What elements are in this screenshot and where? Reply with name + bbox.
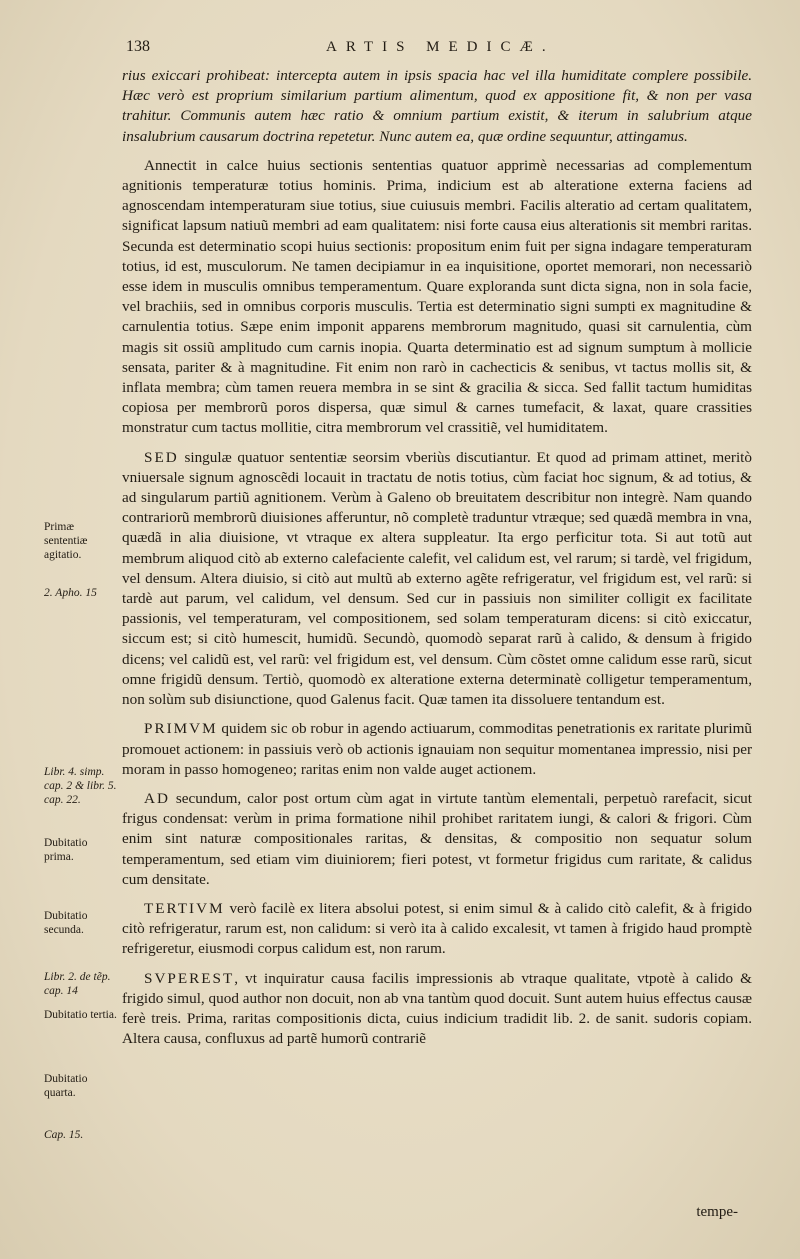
running-title: ARTIS MEDICÆ. [326,39,555,55]
paragraph-lead: SVPEREST [144,969,235,987]
margin-note: Libr. 2. de tẽp. cap. 14 [44,971,111,997]
margin-note: Cap. 15. [44,1129,84,1141]
main-text [122,66,752,1049]
margin-note: Dubitatio prima. [44,837,88,863]
paragraph-lead: AD [144,789,170,807]
paragraph-sed [122,448,752,711]
paragraph-text: secundum, calor post ortum cùm agat in virtute tantùm elementali, perpetuò rarefacit, sicut frigus condensat: verùm in prima formatione nihil prohibet raritatem iungi, & calori & frigori. Cùm enim sint naturæ compositionales raritas, & densitas, & compositio non sequatur solum temperamentum, sed etiam vim diuiniorem; fieri potest, vt formetur frigidus cum raritate, & calidus cum densitate. [122,789,752,888]
page-header [126,38,746,62]
paragraph-primvm [122,719,752,780]
paragraph-text: Annectit in calce huius sectionis sententias quatuor apprimè necessarias ad complementum agnitionis temperaturæ totius hominis. Prima, indicium est ab alteratione externa faciens ad agnoscendam intemperaturam siue totius, siue cuiusuis membri. Facilis alteratio ad certam qualitatem, significat lapsum natiuũ membri ad eam qualitatem: nisi forte causa eius alterationis sit membri raritas. Secunda est determinatio scopi huius sectionis: propositum enim fuit per signa indagare temperaturam totius, id est, musculorum. Ne tamen decipiamur in ea inquisitione, oportet memorari, non necessariò esse idem in musculis omnibus temperamentum. Quare exploranda sunt dicta signa, non in sola facie, vel brachiis, sed in omnibus corporis musculis. Tertia est determinatio signi sumpti ex magnitudine & carnulentia totius. Sæpe enim imponit apparens membrorum magnitudo, quasi sit carnulentia, cùm magis sit ossiũ amplitudo cum carnis inopia. Quarta determinatio est ad signum sumptum à mollicie sensata, pariter & à magnitudine. Fit enim non rarò in cachecticis & senibus, vt tactus mollis sit, & inflata membra; cùm tamen reuera membra in se sint & gracilia & sicca. Sed fallit tactum humiditas copiosa per membrorũ poros dispersa, quæ simul & carnes tumefacit, & laxat, quare crassities monstratur cum tactus mollitie, citra membrorum vel crassitiẽ, vel humiditatem. [122,156,752,437]
paragraph-lead: PRIMVM [144,720,218,738]
paragraph-lead: SED [144,448,179,466]
paragraph-lead: TERTIVM [144,899,225,917]
intro-paragraph: rius exiccari prohibeat: intercepta autem in ipsis spacia hac vel illa humiditate complere possibile. Hæc verò est proprium similarium partium alimentum, quod ex appositione fit, & non per vasa trahitur. Communis autem hæc ratio & omnium partium existit, & iterum in salubrium atque insalubrium causarum doctrina repetetur. Nunc autem ea, quæ ordine sequuntur, attingamus. [122,67,752,145]
paragraph-superest [122,969,752,1050]
paragraph-tertivm [122,899,752,960]
margin-note: Dubitatio quarta. [44,1073,88,1099]
paragraph-text: , vt inquiratur causa facilis impressionis ab vtraque qualitate, vtpotè à calido & frigido simul, quod author non docuit, non ab vna tantùm quod docuit. Sunt autem huius effectus causæ ferè treis. Prima, raritas compositionis dicta, cuius indicium tradidit lib. 2. de sanit. sudoris copiam. Altera causa, confluxus ad partẽ humorũ contrariẽ [122,969,752,1048]
paragraph-ad [122,789,752,890]
margin-note: 2. Apho. 15 [44,587,97,599]
margin-note: Dubitatio tertia. [44,1009,117,1021]
margin-note: Dubitatio secunda. [44,910,88,936]
catchword: tempe- [696,1204,738,1220]
paragraph-annectit [122,156,752,439]
paragraph-text: quidem sic ob robur in agendo actiuarum, commoditas penetrationis ex raritate plurimũ promouet actionem: in passiuis verò ob actionis ignauiam non sequitur momentanea impressio, nisi per moram in passo homogeneo; raritas enim non valde auget actionem. [122,720,752,778]
margin-note: Primæ sententiæ agitatio. [44,521,88,561]
margin-note: Libr. 4. simp. cap. 2 & libr. 5. cap. 22. [44,766,117,806]
paragraph-text: verò facilè ex litera absolui potest, si enim simul & à calido citò calefit, & à frigido citò refrigeratur, rarum est, non calidum: si verò ita à calido excalesit, vt tamen à frigido haud promptè refrigeretur, eiusmodi corpus calidum est, non rarum. [122,899,752,958]
folio-number: 138 [126,38,150,55]
paragraph-text: singulæ quatuor sententiæ seorsim vberiùs discutiantur. Et quod ad primam attinet, meritò vniuersale signum agnoscẽdi locauit in tractatu de notis totius, cùm faciat hoc signum, & ad totius, & ad singularum partiũ agnitionem. Verùm à Galeno ob breuitatem describitur non integrè. Nam quando contrariorũ membrorũ diuisiones afferuntur, nõ completè traduntur vtræque; sed quædã membra in vna, quædã in alia diuisione, vt vtraque ex altera suppleatur. Ita ergo perficitur tota. Si aut totũ aut membrum aliquod citò ab externo calefaciente calefit, vel calidum est, vel rarum; si tardè, vel frigidum, vel densum. Altera diuisio, si citò aut multũ ab externo agẽte refrigeratur, vel frigidum est, vel rarũ: si tardè aut parum, vel calidum, vel densum. Sed cur in passiuis non similiter colligit ex facilitate passionis, vel temperaturam, vel compositionem, sed solam temperaturam dicens: si citò exiccatur, siccum est; si citò humescit, humidũ. Secundò, quomodò separat rarũ à calido, & densum à frigido dicens; vel calidũ est, vel rarũ: vel frigidum est, vel densum. Cùm cõstet omne calidum esse rarũ, sicut omne frigidũ densum. Tertiò, quomodò ex alteratione externa determinatè colligetur temperamentum, non solùm sub disiunctione, quod Galenus facit. Quæ tamen ita dissoluere tentandum est. [122,448,752,709]
